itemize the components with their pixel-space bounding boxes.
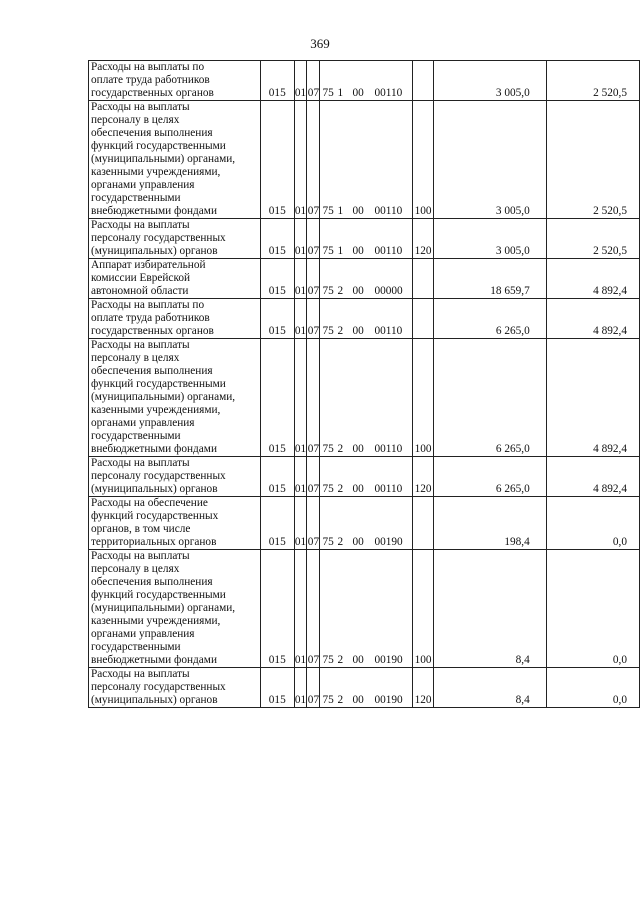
subsection-code: 07 [307,550,320,668]
amount-plan: 8,4 [434,550,547,668]
section-code: 01 [294,101,307,219]
target-article-code [320,259,413,299]
amount-actual: 4 892,4 [546,259,639,299]
description-line: Расходы на выплаты [91,101,190,113]
section-code: 01 [294,61,307,101]
target-article-part: 75 [322,483,334,495]
subsection-code: 07 [307,497,320,550]
table-row [89,219,640,259]
row-description [89,219,261,259]
description-line: Расходы на выплаты по [91,299,205,311]
subsection-code: 07 [307,101,320,219]
target-article-part: 00 [352,536,364,548]
section-code: 01 [294,668,307,708]
amount-actual: 4 892,4 [546,299,639,339]
description-line: функций государственных [91,510,219,522]
description-line: государственными [91,641,181,653]
expense-type-code [413,497,434,550]
target-article-part: 00190 [374,694,403,706]
subsection-code: 07 [307,259,320,299]
target-article-part: 00 [352,205,364,217]
ministry-code: 015 [260,339,294,457]
expense-type-code: 100 [413,550,434,668]
description-line: (муниципальными) органами, [91,391,236,403]
description-line: органами управления [91,628,195,640]
target-article-part: 75 [322,443,334,455]
ministry-code: 015 [260,101,294,219]
ministry-code: 015 [260,219,294,259]
target-article-part: 2 [337,654,344,666]
description-line: территориальных органов [91,536,217,548]
description-line: государственных органов [91,325,214,337]
ministry-code: 015 [260,457,294,497]
amount-actual: 2 520,5 [546,101,639,219]
description-line: автономной области [91,285,189,297]
target-article-code [320,61,413,101]
target-article-part: 00110 [374,87,403,99]
target-article-code [320,219,413,259]
target-article-part: 75 [322,654,334,666]
description-line: государственными [91,430,181,442]
table-row [89,339,640,457]
target-article-part: 75 [322,694,334,706]
section-code: 01 [294,259,307,299]
description-line: персоналу в целях [91,114,180,126]
target-article-code [320,668,413,708]
table-row [89,61,640,101]
target-article-part: 75 [322,245,334,257]
section-code: 01 [294,457,307,497]
description-line: внебюджетными фондами [91,654,217,666]
description-line: казенными учреждениями, [91,166,221,178]
target-article-part: 00 [352,245,364,257]
target-article-part: 00190 [374,536,403,548]
amount-actual: 2 520,5 [546,61,639,101]
amount-plan: 6 265,0 [434,299,547,339]
table-row [89,497,640,550]
target-article-code [320,550,413,668]
target-article-part: 00 [352,694,364,706]
description-line: оплате труда работников [91,312,210,324]
description-line: функций государственными [91,589,226,601]
description-line: Расходы на выплаты [91,339,190,351]
amount-actual: 2 520,5 [546,219,639,259]
amount-actual: 0,0 [546,550,639,668]
ministry-code: 015 [260,550,294,668]
table-body [89,61,640,708]
target-article-part: 1 [337,205,344,217]
ministry-code: 015 [260,299,294,339]
ministry-code: 015 [260,668,294,708]
description-line: оплате труда работников [91,74,210,86]
amount-plan: 6 265,0 [434,339,547,457]
target-article-part: 00110 [374,443,403,455]
subsection-code: 07 [307,339,320,457]
amount-plan: 6 265,0 [434,457,547,497]
ministry-code: 015 [260,497,294,550]
subsection-code: 07 [307,299,320,339]
target-article-code [320,497,413,550]
section-code: 01 [294,497,307,550]
target-article-part: 75 [322,536,334,548]
target-article-code [320,299,413,339]
description-line: (муниципальных) органов [91,694,218,706]
target-article-part: 1 [337,87,344,99]
description-line: комиссии Еврейской [91,272,191,284]
description-line: персоналу государственных [91,681,226,693]
description-line: внебюджетными фондами [91,443,217,455]
amount-plan: 3 005,0 [434,101,547,219]
description-line: органами управления [91,417,195,429]
target-article-part: 2 [337,285,344,297]
description-line: (муниципальными) органами, [91,153,236,165]
description-line: (муниципальными) органами, [91,602,236,614]
target-article-part: 2 [337,536,344,548]
description-line: Расходы на выплаты [91,219,190,231]
row-description [89,497,261,550]
amount-plan: 3 005,0 [434,219,547,259]
target-article-part: 00 [352,87,364,99]
expense-type-code [413,299,434,339]
amount-actual: 0,0 [546,497,639,550]
description-line: персоналу в целях [91,352,180,364]
target-article-part: 00110 [374,245,403,257]
target-article-part: 2 [337,443,344,455]
target-article-part: 00 [352,654,364,666]
row-description [89,101,261,219]
expense-type-code: 100 [413,339,434,457]
description-line: (муниципальных) органов [91,245,218,257]
expense-type-code: 120 [413,457,434,497]
subsection-code: 07 [307,219,320,259]
description-line: органами управления [91,179,195,191]
amount-actual: 4 892,4 [546,339,639,457]
amount-plan: 18 659,7 [434,259,547,299]
target-article-part: 1 [337,245,344,257]
target-article-part: 75 [322,87,334,99]
row-description [89,259,261,299]
target-article-code [320,101,413,219]
subsection-code: 07 [307,457,320,497]
ministry-code: 015 [260,259,294,299]
section-code: 01 [294,299,307,339]
description-line: внебюджетными фондами [91,205,217,217]
target-article-part: 00 [352,443,364,455]
expense-type-code: 120 [413,668,434,708]
section-code: 01 [294,219,307,259]
description-line: персоналу в целях [91,563,180,575]
target-article-part: 2 [337,483,344,495]
target-article-code [320,339,413,457]
table-row [89,668,640,708]
target-article-part: 75 [322,325,334,337]
target-article-part: 75 [322,285,334,297]
description-line: государственных органов [91,87,214,99]
description-line: казенными учреждениями, [91,615,221,627]
target-article-part: 2 [337,325,344,337]
amount-plan: 8,4 [434,668,547,708]
subsection-code: 07 [307,668,320,708]
target-article-part: 75 [322,205,334,217]
target-article-part: 00 [352,483,364,495]
section-code: 01 [294,550,307,668]
expense-type-code [413,259,434,299]
table-row [89,299,640,339]
description-line: персоналу государственных [91,470,226,482]
description-line: функций государственными [91,140,226,152]
description-line: Расходы на выплаты [91,550,190,562]
row-description [89,61,261,101]
budget-table [88,60,640,708]
description-line: обеспечения выполнения [91,365,213,377]
table-row [89,550,640,668]
target-article-part: 00000 [374,285,403,297]
target-article-part: 00 [352,285,364,297]
description-line: Расходы на выплаты по [91,61,205,73]
description-line: казенными учреждениями, [91,404,221,416]
row-description [89,668,261,708]
amount-actual: 0,0 [546,668,639,708]
target-article-part: 00110 [374,205,403,217]
description-line: обеспечения выполнения [91,576,213,588]
table-row [89,259,640,299]
expense-type-code: 120 [413,219,434,259]
subsection-code: 07 [307,61,320,101]
description-line: обеспечения выполнения [91,127,213,139]
expense-type-code [413,61,434,101]
table-row [89,101,640,219]
row-description [89,457,261,497]
target-article-part: 2 [337,694,344,706]
description-line: Расходы на выплаты [91,668,190,680]
section-code: 01 [294,339,307,457]
row-description [89,550,261,668]
table-row [89,457,640,497]
row-description [89,299,261,339]
description-line: органов, в том числе [91,523,191,535]
target-article-part: 00110 [374,483,403,495]
target-article-part: 00 [352,325,364,337]
amount-plan: 198,4 [434,497,547,550]
ministry-code: 015 [260,61,294,101]
target-article-code [320,457,413,497]
target-article-part: 00110 [374,325,403,337]
description-line: Аппарат избирательной [91,259,206,271]
target-article-part: 00190 [374,654,403,666]
description-line: персоналу государственных [91,232,226,244]
expense-type-code: 100 [413,101,434,219]
description-line: государственными [91,192,181,204]
row-description [89,339,261,457]
amount-plan: 3 005,0 [434,61,547,101]
amount-actual: 4 892,4 [546,457,639,497]
description-line: Расходы на обеспечение [91,497,208,509]
description-line: функций государственными [91,378,226,390]
page-number: 369 [310,36,330,51]
description-line: Расходы на выплаты [91,457,190,469]
description-line: (муниципальных) органов [91,483,218,495]
